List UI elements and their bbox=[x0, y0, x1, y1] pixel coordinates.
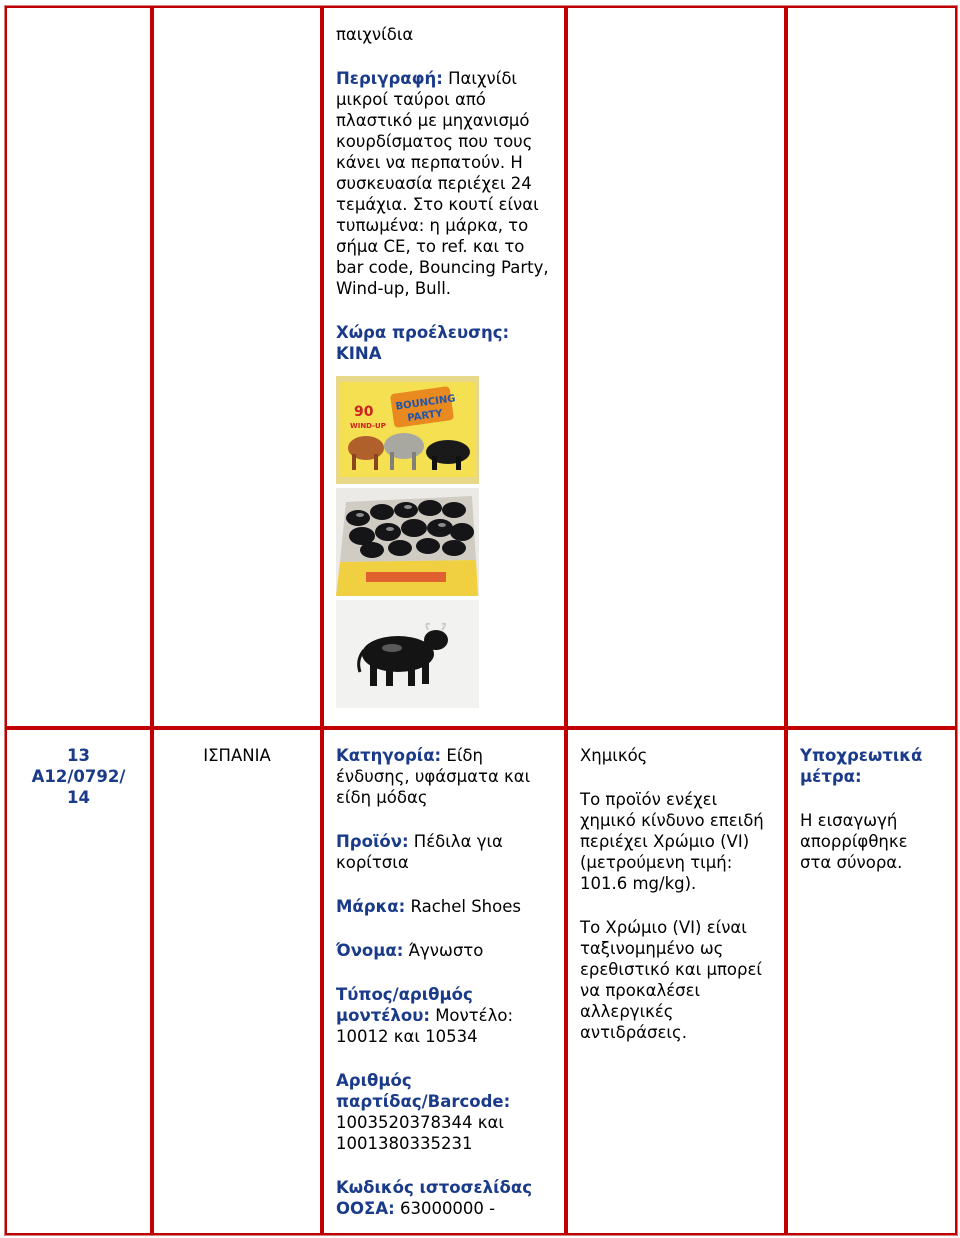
model-text: Μοντέλο: 10012 και 10534 bbox=[336, 1006, 514, 1046]
category-continued: παιχνίδια bbox=[336, 25, 414, 44]
product-label: Προϊόν: bbox=[336, 832, 409, 851]
product-text: Πέδιλα για κορίτσια bbox=[336, 832, 503, 872]
oecd-label: Κωδικός ιστοσελίδας ΟΟΣΑ: bbox=[336, 1178, 532, 1218]
rapex-notification-table bbox=[4, 5, 958, 1236]
product-category bbox=[336, 745, 552, 808]
single-bull-photo bbox=[336, 600, 479, 708]
box-text-90: 90 bbox=[354, 404, 374, 420]
origin-value: ΚΙΝΑ bbox=[336, 344, 382, 363]
cell-measures-empty bbox=[786, 6, 957, 728]
batch-text: 1003520378344 και 1001380335231 bbox=[336, 1113, 504, 1153]
name-text: Άγνωστο bbox=[403, 941, 484, 960]
category-label: Κατηγορία: bbox=[336, 746, 442, 765]
measures-label: Υποχρεωτικά μέτρα: bbox=[800, 746, 923, 786]
description-label: Περιγραφή: bbox=[336, 69, 443, 88]
product-oecd-code bbox=[336, 1177, 552, 1219]
notification-code-line2: 14 bbox=[67, 788, 90, 807]
name-label: Όνομα: bbox=[336, 941, 404, 960]
country: ΙΣΠΑΝΙΑ bbox=[203, 746, 271, 765]
box-text-windup: WIND-UP bbox=[350, 422, 386, 430]
table-row-13 bbox=[5, 728, 957, 1235]
risk-type: Χημικός bbox=[580, 746, 648, 765]
cell-risk bbox=[566, 728, 786, 1235]
model-label: Τύπος/αριθμός μοντέλου: bbox=[336, 985, 473, 1025]
brand-label: Μάρκα: bbox=[336, 897, 406, 916]
brand-text: Rachel Shoes bbox=[405, 897, 521, 916]
product-brand bbox=[336, 896, 552, 917]
product-batch bbox=[336, 1070, 552, 1154]
cell-measures bbox=[786, 728, 957, 1235]
origin-label: Χώρα προέλευσης: bbox=[336, 323, 510, 342]
cell-product bbox=[322, 728, 566, 1235]
notification-number: 13 bbox=[67, 746, 90, 765]
origin bbox=[336, 322, 552, 364]
cell-country bbox=[152, 728, 322, 1235]
batch-label: Αριθμός παρτίδας/Barcode: bbox=[336, 1071, 511, 1111]
risk-classification: Το Χρώμιο (VI) είναι ταξινομημένο ως ερεθιστικό και μπορεί να προκαλέσει αλλεργικές αντιδράσεις. bbox=[580, 918, 762, 1042]
cell-risk-empty bbox=[566, 6, 786, 728]
description bbox=[336, 68, 552, 299]
cell-number bbox=[5, 728, 152, 1235]
measures-text: Η εισαγωγή απορρίφθηκε στα σύνορα. bbox=[800, 811, 908, 872]
category-text: Είδη ένδυσης, υφάσματα και είδη μόδας bbox=[336, 746, 531, 807]
notification-code-line1: A12/0792/ bbox=[31, 767, 126, 786]
box-text-bouncing: BOUNCING bbox=[395, 393, 457, 413]
table-row-continued bbox=[5, 6, 957, 728]
cell-country-empty bbox=[152, 6, 322, 728]
product-name bbox=[336, 831, 552, 873]
cell-product-details bbox=[322, 6, 566, 728]
oecd-text: 63000000 - bbox=[394, 1199, 496, 1218]
product-trade-name bbox=[336, 940, 552, 961]
toy-bulls-open-box-photo bbox=[336, 488, 479, 596]
product-model bbox=[336, 984, 552, 1047]
cell-number-empty bbox=[5, 6, 152, 728]
toy-box-photo bbox=[336, 376, 479, 484]
description-text: Παιχνίδι μικροί ταύροι από πλαστικό με μηχανισμό κουρδίσματος που τους κάνει να περπατούν. Η συσκευασία περιέχει 24 τεμάχια. Στο κουτί είναι τυπωμένα: η μάρκα, το σήμα CE, το ref. και το bar code, Bouncing Party, Wind-up, Bull. bbox=[336, 69, 549, 298]
box-text-party: PARTY bbox=[406, 408, 444, 425]
risk-description: Το προϊόν ενέχει χημικό κίνδυνο επειδή περιέχει Χρώμιο (VI) (μετρούμενη τιμή: 101.6 mg/kg). bbox=[580, 790, 764, 893]
